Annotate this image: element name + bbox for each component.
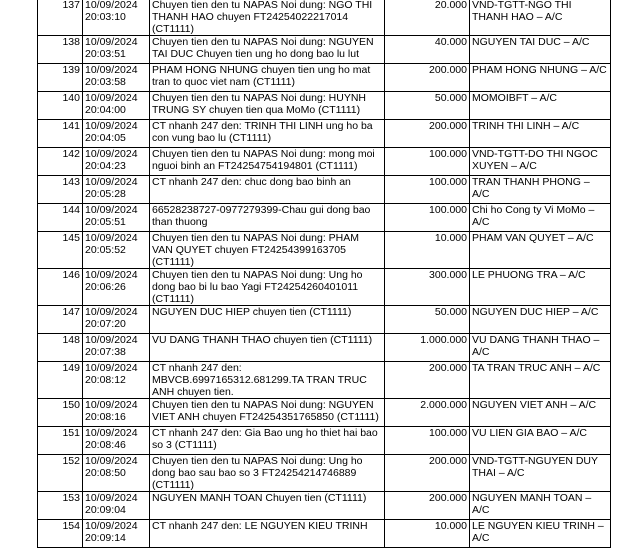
row-number: 143 (38, 176, 83, 204)
row-receiver: LE PHUONG TRA – A/C (470, 269, 611, 306)
row-number: 146 (38, 269, 83, 306)
row-receiver: PHAM HONG NHUNG – A/C (470, 64, 611, 92)
row-time: 20:08:16 (85, 411, 126, 423)
row-amount: 10.000 (385, 520, 470, 548)
row-description: CT nhanh 247 den: Gia Bao ung ho thiet hai bao so 3 (CT1111) (150, 427, 385, 455)
row-description: NGUYEN DUC HIEP chuyen tien (CT1111) (150, 306, 385, 334)
row-time: 20:09:04 (85, 504, 126, 516)
row-number: 154 (38, 520, 83, 548)
row-amount: 40.000 (385, 36, 470, 64)
row-datetime (83, 399, 150, 427)
row-time: 20:08:46 (85, 439, 126, 451)
row-number: 152 (38, 455, 83, 492)
row-time: 20:08:50 (85, 467, 126, 479)
row-amount: 10.000 (385, 232, 470, 269)
row-datetime (83, 148, 150, 176)
row-number: 151 (38, 427, 83, 455)
row-receiver: VND-TGTT-NGO THI THANH HAO – A/C (470, 0, 611, 36)
row-datetime (83, 204, 150, 232)
row-number: 141 (38, 120, 83, 148)
row-description: 66528238727-0977279399-Chau gui dong bao than thuong (150, 204, 385, 232)
row-amount: 100.000 (385, 427, 470, 455)
row-description: Chuyen tien den tu NAPAS Noi dung: NGO THI THANH HAO chuyen FT24254022217014 (CT1111) (150, 0, 385, 36)
row-amount: 100.000 (385, 176, 470, 204)
row-time: 20:05:52 (85, 244, 126, 256)
row-number: 149 (38, 362, 83, 399)
row-number: 142 (38, 148, 83, 176)
row-receiver: VND-TGTT-DO THI NGOC XUYEN – A/C (470, 148, 611, 176)
row-date: 10/09/2024 (85, 176, 138, 188)
row-description: Chuyen tien den tu NAPAS Noi dung: PHAM VAN QUYET chuyen FT24254399163705 (CT1111) (150, 232, 385, 269)
row-datetime (83, 36, 150, 64)
row-date: 10/09/2024 (85, 64, 138, 76)
row-datetime (83, 0, 150, 36)
table-row (38, 204, 611, 232)
row-date: 10/09/2024 (85, 232, 138, 244)
row-number: 145 (38, 232, 83, 269)
transaction-table (37, 0, 611, 548)
row-number: 140 (38, 92, 83, 120)
row-number: 137 (38, 0, 83, 36)
row-date: 10/09/2024 (85, 492, 138, 504)
row-time: 20:05:28 (85, 188, 126, 200)
row-number: 139 (38, 64, 83, 92)
row-date: 10/09/2024 (85, 148, 138, 160)
table-row (38, 306, 611, 334)
row-description: Chuyen tien den tu NAPAS Noi dung: Ung ho dong bao bi lu bao Yagi FT24254260401011 (CT1111) (150, 269, 385, 306)
row-number: 138 (38, 36, 83, 64)
row-receiver: NGUYEN TAI DUC – A/C (470, 36, 611, 64)
row-time: 20:04:23 (85, 160, 126, 172)
row-time: 20:08:12 (85, 374, 126, 386)
row-datetime (83, 520, 150, 548)
row-receiver: VU LIEN GIA BAO – A/C (470, 427, 611, 455)
row-time: 20:03:51 (85, 48, 126, 60)
row-receiver: VU DANG THANH THAO – A/C (470, 334, 611, 362)
row-date: 10/09/2024 (85, 362, 138, 374)
table-row (38, 64, 611, 92)
row-description: Chuyen tien den tu NAPAS Noi dung: mong moi nguoi binh an FT24254754194801 (CT1111) (150, 148, 385, 176)
row-time: 20:04:00 (85, 104, 126, 116)
row-datetime (83, 64, 150, 92)
row-amount: 1.000.000 (385, 334, 470, 362)
row-description: Chuyen tien den tu NAPAS Noi dung: NGUYEN TAI DUC Chuyen tien ung ho dong bao lu lut (150, 36, 385, 64)
row-amount: 20.000 (385, 0, 470, 36)
table-row (38, 36, 611, 64)
row-date: 10/09/2024 (85, 455, 138, 467)
table-row (38, 520, 611, 548)
row-date: 10/09/2024 (85, 0, 138, 11)
row-datetime (83, 92, 150, 120)
row-datetime (83, 269, 150, 306)
row-time: 20:07:38 (85, 346, 126, 358)
row-amount: 200.000 (385, 455, 470, 492)
row-amount: 200.000 (385, 120, 470, 148)
row-description: CT nhanh 247 den: chuc dong bao binh an (150, 176, 385, 204)
row-receiver: Chi ho Cong ty Vi MoMo – A/C (470, 204, 611, 232)
row-time: 20:04:05 (85, 132, 126, 144)
table-row (38, 232, 611, 269)
row-receiver: LE NGUYEN KIEU TRINH – A/C (470, 520, 611, 548)
row-amount: 200.000 (385, 492, 470, 520)
table-row (38, 399, 611, 427)
row-time: 20:07:20 (85, 318, 126, 330)
row-amount: 100.000 (385, 148, 470, 176)
row-amount: 50.000 (385, 306, 470, 334)
row-datetime (83, 492, 150, 520)
row-receiver: TRINH THI LINH – A/C (470, 120, 611, 148)
row-number: 147 (38, 306, 83, 334)
row-receiver: PHAM VAN QUYET – A/C (470, 232, 611, 269)
row-description: CT nhanh 247 den: MBVCB.6997165312.681299.TA TRAN TRUC ANH chuyen tien. (150, 362, 385, 399)
row-description: NGUYEN MANH TOAN Chuyen tien (CT1111) (150, 492, 385, 520)
row-date: 10/09/2024 (85, 427, 138, 439)
row-datetime (83, 455, 150, 492)
table-row (38, 362, 611, 399)
table-row (38, 492, 611, 520)
row-receiver: NGUYEN DUC HIEP – A/C (470, 306, 611, 334)
row-date: 10/09/2024 (85, 204, 138, 216)
table-row (38, 455, 611, 492)
row-amount: 2.000.000 (385, 399, 470, 427)
table-row (38, 148, 611, 176)
row-description: CT nhanh 247 den: TRINH THI LINH ung ho ba con vung bao lu (CT1111) (150, 120, 385, 148)
row-receiver: VND-TGTT-NGUYEN DUY THAI – A/C (470, 455, 611, 492)
row-date: 10/09/2024 (85, 334, 138, 346)
row-receiver: NGUYEN VIET ANH – A/C (470, 399, 611, 427)
row-datetime (83, 334, 150, 362)
row-amount: 50.000 (385, 92, 470, 120)
table-row (38, 334, 611, 362)
table-row (38, 92, 611, 120)
row-time: 20:03:10 (85, 11, 126, 23)
transaction-rows (38, 0, 611, 548)
row-number: 150 (38, 399, 83, 427)
row-date: 10/09/2024 (85, 520, 138, 532)
row-date: 10/09/2024 (85, 120, 138, 132)
row-datetime (83, 120, 150, 148)
row-receiver: MOMOIBFT – A/C (470, 92, 611, 120)
row-date: 10/09/2024 (85, 306, 138, 318)
row-time: 20:05:51 (85, 216, 126, 228)
row-amount: 300.000 (385, 269, 470, 306)
row-receiver: NGUYEN MANH TOAN – A/C (470, 492, 611, 520)
row-description: CT nhanh 247 den: LE NGUYEN KIEU TRINH (150, 520, 385, 548)
row-datetime (83, 306, 150, 334)
row-amount: 200.000 (385, 362, 470, 399)
row-receiver: TA TRAN TRUC ANH – A/C (470, 362, 611, 399)
row-description: Chuyen tien den tu NAPAS Noi dung: NGUYEN VIET ANH chuyen FT24254351765850 (CT1111) (150, 399, 385, 427)
row-amount: 100.000 (385, 204, 470, 232)
row-number: 153 (38, 492, 83, 520)
row-datetime (83, 362, 150, 399)
table-row (38, 120, 611, 148)
row-datetime (83, 427, 150, 455)
row-time: 20:03:58 (85, 76, 126, 88)
row-number: 144 (38, 204, 83, 232)
table-row (38, 176, 611, 204)
row-date: 10/09/2024 (85, 36, 138, 48)
row-number: 148 (38, 334, 83, 362)
row-description: Chuyen tien den tu NAPAS Noi dung: HUYNH TRUNG SY chuyen tien qua MoMo (CT1111) (150, 92, 385, 120)
row-description: PHAM HONG NHUNG chuyen tien ung ho mat tran to quoc viet nam (CT1111) (150, 64, 385, 92)
row-datetime (83, 232, 150, 269)
row-time: 20:09:14 (85, 532, 126, 544)
row-receiver: TRAN THANH PHONG – A/C (470, 176, 611, 204)
table-row (38, 0, 611, 36)
row-datetime (83, 176, 150, 204)
row-description: Chuyen tien den tu NAPAS Noi dung: Ung ho dong bao sau bao so 3 FT24254214746889 (CT1111) (150, 455, 385, 492)
row-date: 10/09/2024 (85, 269, 138, 281)
table-row (38, 269, 611, 306)
table-row (38, 427, 611, 455)
row-description: VU DANG THANH THAO chuyen tien (CT1111) (150, 334, 385, 362)
row-amount: 200.000 (385, 64, 470, 92)
row-time: 20:06:26 (85, 281, 126, 293)
row-date: 10/09/2024 (85, 399, 138, 411)
row-date: 10/09/2024 (85, 92, 138, 104)
